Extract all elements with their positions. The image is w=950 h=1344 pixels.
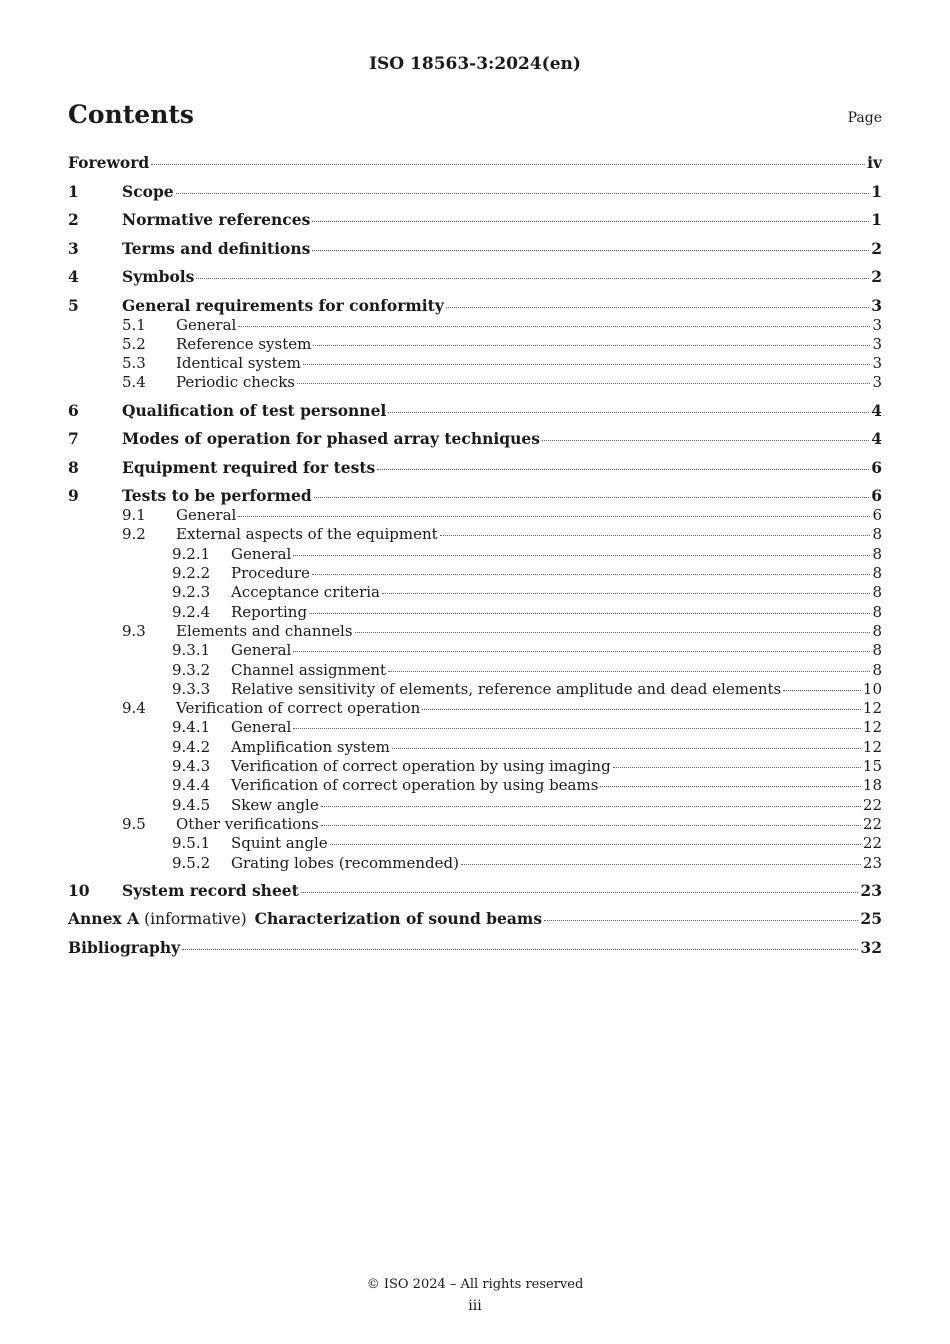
toc-number: 9.2.4 [172, 602, 211, 621]
toc-number: 9.4.5 [172, 795, 211, 814]
dot-leader [321, 806, 861, 807]
toc-entry-9-2-1[interactable] [68, 545, 882, 564]
toc-page: 12 [862, 718, 882, 737]
toc-label: Qualification of test personnel [122, 400, 387, 420]
toc-page: 3 [872, 334, 882, 353]
dot-leader [783, 690, 861, 691]
dot-leader [182, 949, 858, 950]
toc-entry-7[interactable] [68, 429, 882, 458]
toc-page: 3 [871, 295, 882, 315]
toc-label: Bibliography [68, 937, 181, 957]
toc-page: 2 [871, 238, 882, 258]
toc-number: 9.5.1 [172, 834, 211, 853]
toc-label: Skew angle [231, 795, 319, 814]
toc-entry-9-4-2[interactable] [68, 738, 882, 757]
toc-page: 3 [872, 373, 882, 392]
toc-number: 2 [68, 210, 79, 229]
toc-entry-foreword[interactable] [68, 153, 882, 182]
toc-number: 9.2.1 [172, 544, 211, 563]
toc-number: 4 [68, 267, 79, 286]
toc-label: Symbols [122, 267, 195, 286]
toc-entry-9-5[interactable] [68, 815, 882, 834]
toc-entry-9[interactable] [68, 486, 882, 506]
copyright-notice: © ISO 2024 – All rights reserved [366, 1277, 584, 1292]
dot-leader [461, 864, 861, 865]
toc-entry-9-4-4[interactable] [68, 776, 882, 795]
toc-number: 9.3.3 [172, 679, 211, 698]
toc-page: 8 [872, 525, 882, 544]
dot-leader [382, 593, 870, 594]
toc-label: External aspects of the equipment [176, 525, 438, 544]
toc-number: 10 [68, 880, 90, 900]
toc-entry-5-2[interactable] [68, 335, 882, 354]
toc-number: 1 [68, 181, 79, 201]
toc-page: 6 [871, 457, 882, 477]
toc-label: Verification of correct operation by using imaging [231, 757, 611, 776]
toc-number: 3 [68, 238, 79, 258]
dot-leader [312, 574, 871, 575]
toc-page: 25 [860, 909, 882, 929]
toc-number: 9.2.3 [172, 583, 211, 602]
toc-number: 9.4.2 [172, 737, 211, 756]
toc-page: 10 [862, 679, 882, 698]
toc-number: 9.2.2 [172, 564, 211, 583]
toc-entry-9-4-1[interactable] [68, 718, 882, 737]
annex-prefix: Annex A [68, 909, 140, 929]
toc-page: 8 [872, 621, 882, 640]
toc-number: 9.2 [122, 525, 146, 544]
toc-number: 9.5 [122, 814, 146, 833]
toc-entry-4[interactable] [68, 267, 882, 296]
toc-number: 6 [68, 400, 79, 420]
toc-page: 8 [872, 660, 882, 679]
page-column-label: Page [847, 110, 882, 126]
dot-leader [542, 440, 869, 441]
toc-page: 6 [871, 486, 882, 506]
toc-label: General [231, 641, 292, 660]
toc-entry-9-5-1[interactable] [68, 834, 882, 853]
dot-leader [355, 632, 871, 633]
toc-number: 9.1 [122, 506, 146, 525]
toc-number: 9.5.2 [172, 853, 211, 872]
dot-leader [176, 193, 870, 194]
toc-label: General [176, 506, 237, 525]
toc-page: 1 [871, 210, 882, 229]
toc-label: Normative references [122, 210, 311, 229]
toc-entry-10[interactable] [68, 881, 882, 910]
toc-number: 9.3.1 [172, 641, 211, 660]
toc-page: 3 [872, 315, 882, 334]
dot-leader [293, 728, 861, 729]
toc-page: iv [867, 153, 882, 172]
toc-label: Periodic checks [176, 373, 295, 392]
toc-entry-9-5-2[interactable] [68, 854, 882, 873]
dot-leader [303, 364, 871, 365]
toc-number: 5.1 [122, 315, 146, 334]
toc-entry-9-2-2[interactable] [68, 564, 882, 583]
toc-label: Relative sensitivity of elements, reference amplitude and dead elements [231, 679, 782, 698]
dot-leader [293, 651, 870, 652]
toc-label: Amplification system [231, 737, 390, 756]
toc-label: Procedure [231, 564, 310, 583]
toc-label: Characterization of sound beams [254, 909, 543, 929]
toc-page: 18 [862, 776, 882, 795]
toc-label: Verification of correct operation [176, 699, 421, 718]
toc-number: 7 [68, 429, 79, 449]
toc-entry-8[interactable] [68, 458, 882, 487]
toc-page: 4 [871, 400, 882, 420]
dot-leader [422, 709, 861, 710]
toc-label: Channel assignment [231, 660, 387, 679]
toc-entry-9-2-3[interactable] [68, 583, 882, 602]
toc-entry-annex-a[interactable] [68, 909, 882, 938]
toc-entry-9-4[interactable] [68, 699, 882, 718]
toc-number: 5.3 [122, 354, 146, 373]
dot-leader [613, 767, 861, 768]
toc-label: General [231, 544, 292, 563]
toc-page: 2 [871, 267, 882, 286]
dot-leader [297, 383, 870, 384]
dot-leader [392, 748, 861, 749]
toc-number: 9.4.4 [172, 776, 211, 795]
dot-leader [238, 326, 870, 327]
toc-entry-3[interactable] [68, 239, 882, 268]
dot-leader [388, 412, 869, 413]
toc-label: Reporting [231, 602, 308, 621]
toc-number: 5.4 [122, 373, 146, 392]
toc-label: Modes of operation for phased array techniques [122, 429, 540, 449]
toc-page: 22 [862, 834, 882, 853]
toc-page: 8 [872, 564, 882, 583]
toc-page: 15 [862, 757, 882, 776]
toc-label: Scope [122, 181, 174, 201]
toc-label: Squint angle [231, 834, 328, 853]
toc-entry-1[interactable] [68, 182, 882, 211]
toc-page: 23 [860, 880, 882, 900]
toc-label: Terms and definitions [122, 238, 311, 258]
toc-label: Reference system [176, 334, 312, 353]
dot-leader [321, 825, 861, 826]
document-id: ISO 18563-3:2024(en) [369, 54, 581, 74]
toc-entry-9-3[interactable] [68, 622, 882, 641]
toc-number: 9.4 [122, 699, 146, 718]
toc-page: 3 [872, 354, 882, 373]
dot-leader [330, 844, 861, 845]
dot-leader [314, 497, 869, 498]
toc-entry-9-3-2[interactable] [68, 661, 882, 680]
dot-leader [313, 345, 870, 346]
toc-label: General [231, 718, 292, 737]
toc-label: Verification of correct operation by using beams [231, 776, 599, 795]
toc-number: 8 [68, 457, 79, 477]
toc-number: 9 [68, 486, 79, 506]
toc-number: 9.4.1 [172, 718, 211, 737]
toc-entry-5-4[interactable] [68, 373, 882, 392]
toc-page: 8 [872, 602, 882, 621]
toc-page: 1 [871, 181, 882, 201]
toc-page: 22 [862, 795, 882, 814]
toc-page: 32 [860, 937, 882, 957]
toc-entry-9-2-4[interactable] [68, 603, 882, 622]
toc-label: General [176, 315, 237, 334]
toc-page: 8 [872, 583, 882, 602]
table-of-contents [68, 153, 882, 966]
toc-entry-9-3-3[interactable] [68, 680, 882, 699]
toc-entry-9-3-1[interactable] [68, 641, 882, 660]
toc-entry-9-4-5[interactable] [68, 796, 882, 815]
toc-entry-9-4-3[interactable] [68, 757, 882, 776]
toc-page: 12 [862, 737, 882, 756]
dot-leader [309, 613, 870, 614]
page-title: Contents [68, 100, 195, 129]
dot-leader [312, 250, 869, 251]
toc-page: 6 [872, 506, 882, 525]
dot-leader [377, 469, 869, 470]
dot-leader [440, 535, 871, 536]
dot-leader [388, 671, 870, 672]
toc-label: Other verifications [176, 814, 319, 833]
toc-entry-5-3[interactable] [68, 354, 882, 373]
toc-entry-9-2[interactable] [68, 525, 882, 544]
toc-label: Grating lobes (recommended) [231, 853, 459, 872]
toc-number: 5 [68, 295, 79, 315]
toc-label: Equipment required for tests [122, 457, 376, 477]
toc-number: 9.3.2 [172, 660, 211, 679]
toc-entry-2[interactable] [68, 210, 882, 239]
dot-leader [238, 516, 870, 517]
toc-label: Elements and channels [176, 621, 353, 640]
dot-leader [446, 307, 869, 308]
toc-page: 8 [872, 544, 882, 563]
toc-number: 9.3 [122, 621, 146, 640]
dot-leader [600, 786, 860, 787]
dot-leader [293, 555, 870, 556]
toc-page: 8 [872, 641, 882, 660]
annex-info: (informative) [144, 910, 247, 929]
toc-label: Tests to be performed [122, 486, 312, 506]
page-number: iii [468, 1298, 482, 1314]
toc-number: 5.2 [122, 334, 146, 353]
dot-leader [301, 892, 859, 893]
toc-entry-5[interactable] [68, 296, 882, 316]
toc-page: 4 [871, 429, 882, 449]
dot-leader [312, 221, 869, 222]
toc-page: 12 [862, 699, 882, 718]
toc-page: 23 [862, 853, 882, 872]
toc-page: 22 [862, 814, 882, 833]
toc-label: Foreword [68, 153, 150, 172]
toc-entry-6[interactable] [68, 401, 882, 430]
toc-label: General requirements for conformity [122, 295, 444, 315]
toc-label: System record sheet [122, 880, 299, 900]
toc-entry-5-1[interactable] [68, 316, 882, 335]
toc-label: Acceptance criteria [231, 583, 380, 602]
dot-leader [151, 164, 865, 165]
toc-number: 9.4.3 [172, 757, 211, 776]
dot-leader [544, 920, 858, 921]
toc-entry-bibliography[interactable] [68, 938, 882, 967]
toc-label: Identical system [176, 354, 301, 373]
toc-entry-9-1[interactable] [68, 506, 882, 525]
dot-leader [196, 278, 869, 279]
